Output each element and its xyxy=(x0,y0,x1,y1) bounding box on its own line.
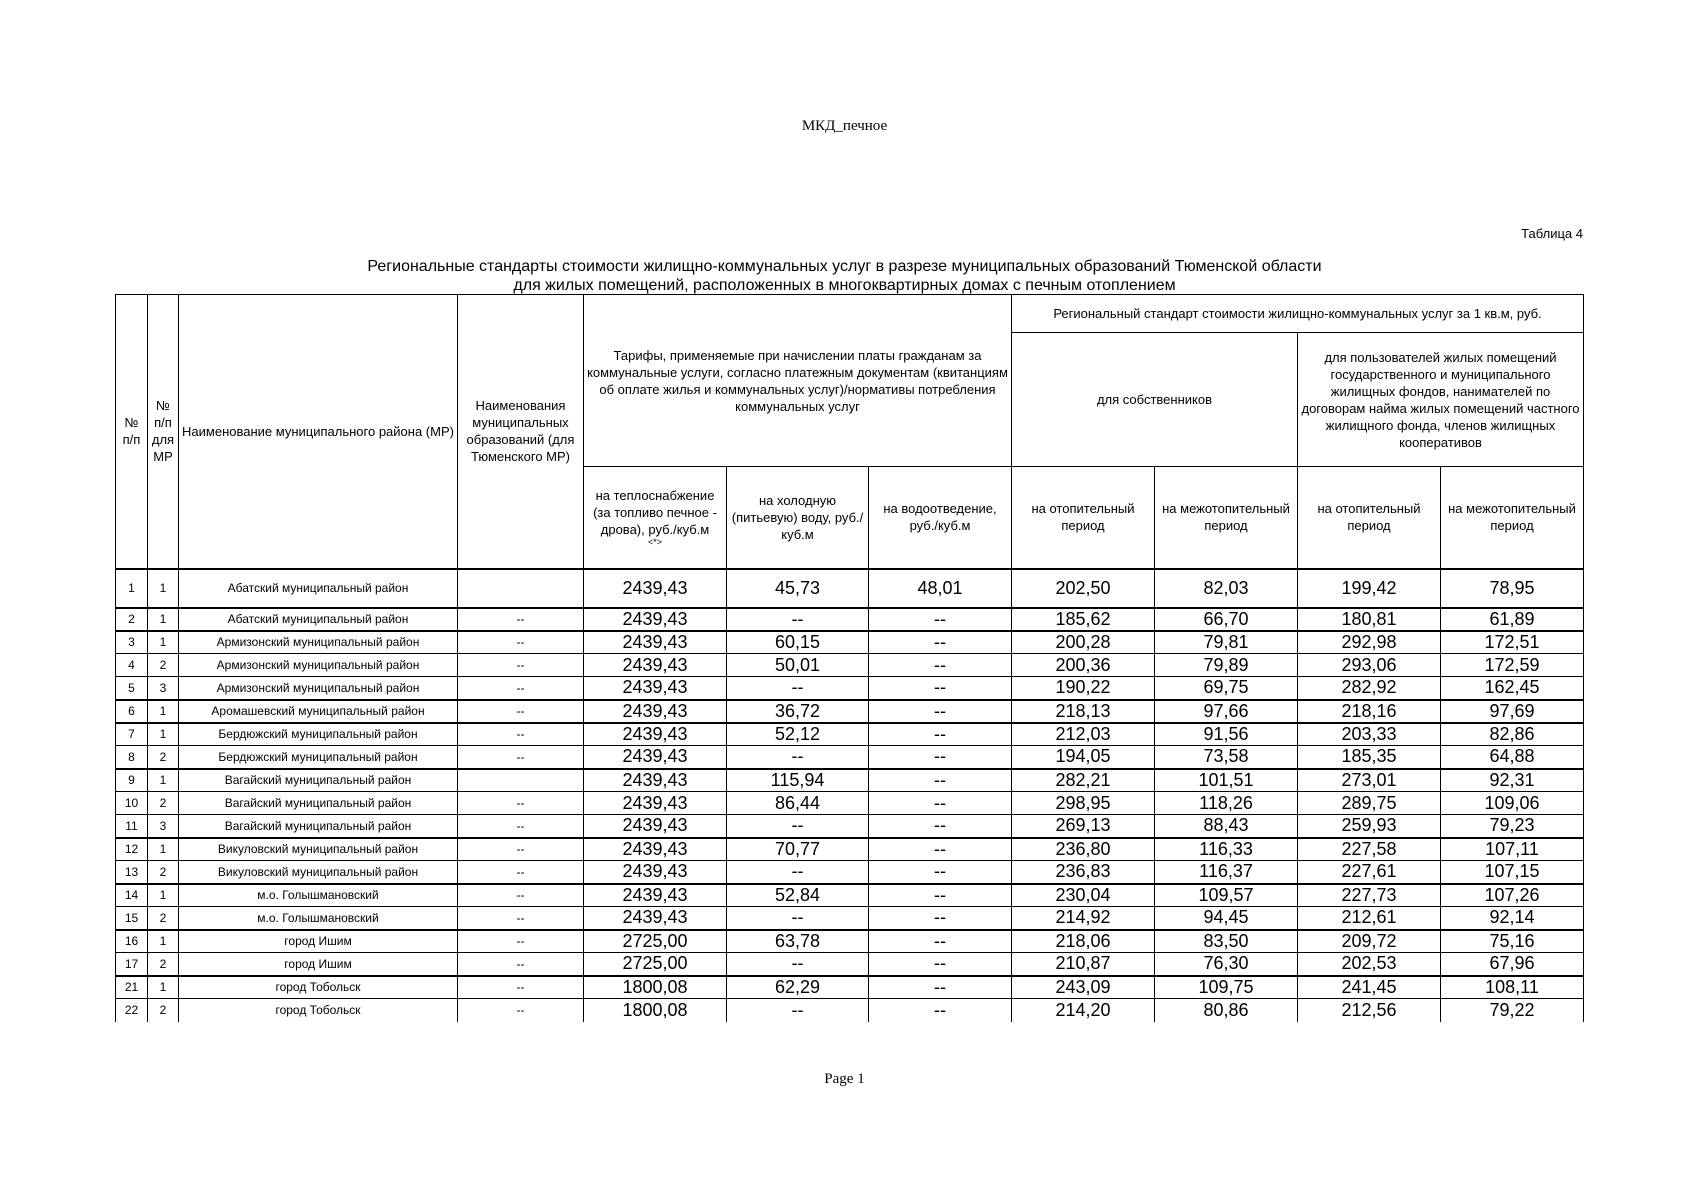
cell-cold-water: -- xyxy=(727,861,869,884)
cell-owners-heating: 214,20 xyxy=(1012,999,1155,1022)
cell-cold-water: 86,44 xyxy=(727,792,869,815)
cell-tenants-interheating: 97,69 xyxy=(1441,700,1584,723)
cell-num: 9 xyxy=(116,769,148,792)
cell-cold-water: -- xyxy=(727,953,869,976)
cell-num: 8 xyxy=(116,746,148,769)
cell-sewage: -- xyxy=(869,930,1012,953)
cell-num: 12 xyxy=(116,838,148,861)
cell-owners-interheating: 83,50 xyxy=(1155,930,1298,953)
cell-tenants-interheating: 107,15 xyxy=(1441,861,1584,884)
cell-mr-name: Армизонский муниципальный район xyxy=(179,654,458,677)
cell-owners-heating: 210,87 xyxy=(1012,953,1155,976)
cell-owners-interheating: 79,81 xyxy=(1155,631,1298,654)
cell-tenants-interheating: 107,26 xyxy=(1441,884,1584,907)
document-title xyxy=(0,257,1689,295)
col-owners-interheating: на межотопительный период xyxy=(1155,467,1298,569)
table-body xyxy=(116,569,1584,1022)
col-num: № п/п xyxy=(116,295,148,569)
cell-heat: 2439,43 xyxy=(584,631,727,654)
cell-sewage: -- xyxy=(869,608,1012,631)
cell-tenants-interheating: 61,89 xyxy=(1441,608,1584,631)
cell-owners-interheating: 116,37 xyxy=(1155,861,1298,884)
cell-owners-interheating: 76,30 xyxy=(1155,953,1298,976)
cell-owners-interheating: 116,33 xyxy=(1155,838,1298,861)
cell-tenants-heating: 218,16 xyxy=(1298,700,1441,723)
cell-owners-interheating: 91,56 xyxy=(1155,723,1298,746)
cell-tenants-heating: 209,72 xyxy=(1298,930,1441,953)
cell-mo-name: -- xyxy=(458,907,584,930)
cell-cold-water: 50,01 xyxy=(727,654,869,677)
cell-heat: 2439,43 xyxy=(584,884,727,907)
cell-num: 4 xyxy=(116,654,148,677)
col-tenants-heating: на отопительный период xyxy=(1298,467,1441,569)
col-sewage: на водоотведение, руб./куб.м xyxy=(869,467,1012,569)
cell-mr-name: Викуловский муниципальный район xyxy=(179,861,458,884)
cell-num: 3 xyxy=(116,631,148,654)
cell-sewage: -- xyxy=(869,953,1012,976)
cell-heat: 2439,43 xyxy=(584,861,727,884)
cell-mr-name: Вагайский муниципальный район xyxy=(179,815,458,838)
cell-mr-name: м.о. Голышмановский xyxy=(179,907,458,930)
cell-mr-name: Аромашевский муниципальный район xyxy=(179,700,458,723)
cell-owners-heating: 230,04 xyxy=(1012,884,1155,907)
cell-mo-name: -- xyxy=(458,861,584,884)
col-tenants: для пользователей жилых помещений государственного и муниципального жилищных фондов, нанимателей по договорам найма жилых помещений частного жилищного фонда, членов жилищных кооперативов xyxy=(1298,333,1584,467)
cell-heat: 2439,43 xyxy=(584,654,727,677)
table-row xyxy=(116,769,1584,792)
cell-heat: 1800,08 xyxy=(584,976,727,999)
cell-owners-heating: 236,83 xyxy=(1012,861,1155,884)
table-row xyxy=(116,723,1584,746)
cell-tenants-interheating: 64,88 xyxy=(1441,746,1584,769)
cell-tenants-heating: 180,81 xyxy=(1298,608,1441,631)
cell-heat: 2439,43 xyxy=(584,769,727,792)
cell-owners-heating: 269,13 xyxy=(1012,815,1155,838)
cell-num-mr: 1 xyxy=(148,631,179,654)
col-num-mr: № п/п для МР xyxy=(148,295,179,569)
cell-num-mr: 1 xyxy=(148,569,179,608)
cell-tenants-heating: 203,33 xyxy=(1298,723,1441,746)
cell-num-mr: 1 xyxy=(148,723,179,746)
cell-mr-name: город Тобольск xyxy=(179,976,458,999)
cell-mo-name: -- xyxy=(458,608,584,631)
cell-heat: 2439,43 xyxy=(584,907,727,930)
cell-num-mr: 2 xyxy=(148,999,179,1022)
cell-num: 13 xyxy=(116,861,148,884)
cell-sewage: -- xyxy=(869,631,1012,654)
cell-cold-water: 70,77 xyxy=(727,838,869,861)
cell-owners-heating: 200,36 xyxy=(1012,654,1155,677)
table-label: Таблица 4 xyxy=(1521,226,1583,241)
cell-owners-interheating: 80,86 xyxy=(1155,999,1298,1022)
table-row xyxy=(116,815,1584,838)
cell-tenants-interheating: 79,22 xyxy=(1441,999,1584,1022)
cell-heat: 2439,43 xyxy=(584,746,727,769)
cell-num: 17 xyxy=(116,953,148,976)
cell-owners-interheating: 118,26 xyxy=(1155,792,1298,815)
cell-owners-heating: 200,28 xyxy=(1012,631,1155,654)
cell-mr-name: Бердюжский муниципальный район xyxy=(179,746,458,769)
cell-sewage: -- xyxy=(869,861,1012,884)
cell-tenants-heating: 273,01 xyxy=(1298,769,1441,792)
cell-mo-name: -- xyxy=(458,677,584,700)
cell-owners-heating: 218,06 xyxy=(1012,930,1155,953)
table-row xyxy=(116,608,1584,631)
cell-tenants-heating: 202,53 xyxy=(1298,953,1441,976)
cell-owners-heating: 218,13 xyxy=(1012,700,1155,723)
cell-tenants-heating: 282,92 xyxy=(1298,677,1441,700)
cell-heat: 2439,43 xyxy=(584,792,727,815)
cell-tenants-heating: 185,35 xyxy=(1298,746,1441,769)
cell-heat: 2439,43 xyxy=(584,723,727,746)
cell-mr-name: город Тобольск xyxy=(179,999,458,1022)
cell-heat: 2725,00 xyxy=(584,953,727,976)
cell-mo-name: -- xyxy=(458,884,584,907)
cell-owners-heating: 282,21 xyxy=(1012,769,1155,792)
cell-owners-heating: 243,09 xyxy=(1012,976,1155,999)
cell-sewage: -- xyxy=(869,838,1012,861)
cell-num-mr: 1 xyxy=(148,838,179,861)
cell-num-mr: 3 xyxy=(148,815,179,838)
cell-mo-name: -- xyxy=(458,976,584,999)
cell-sewage: 48,01 xyxy=(869,569,1012,608)
cell-mo-name: -- xyxy=(458,815,584,838)
cell-num: 7 xyxy=(116,723,148,746)
cell-tenants-heating: 227,61 xyxy=(1298,861,1441,884)
cell-heat: 2439,43 xyxy=(584,700,727,723)
cell-num-mr: 2 xyxy=(148,953,179,976)
cell-owners-interheating: 101,51 xyxy=(1155,769,1298,792)
cell-mr-name: м.о. Голышмановский xyxy=(179,884,458,907)
cell-mr-name: Бердюжский муниципальный район xyxy=(179,723,458,746)
cell-num-mr: 2 xyxy=(148,654,179,677)
cell-num-mr: 1 xyxy=(148,930,179,953)
cell-owners-interheating: 66,70 xyxy=(1155,608,1298,631)
cell-heat: 1800,08 xyxy=(584,999,727,1022)
cell-owners-interheating: 79,89 xyxy=(1155,654,1298,677)
cell-mo-name: -- xyxy=(458,930,584,953)
col-owners-heating: на отопительный период xyxy=(1012,467,1155,569)
cell-owners-interheating: 109,57 xyxy=(1155,884,1298,907)
cell-tenants-heating: 227,73 xyxy=(1298,884,1441,907)
cell-cold-water: -- xyxy=(727,815,869,838)
cell-num-mr: 3 xyxy=(148,677,179,700)
cell-mr-name: Армизонский муниципальный район xyxy=(179,677,458,700)
cell-tenants-interheating: 108,11 xyxy=(1441,976,1584,999)
cell-mr-name: город Ишим xyxy=(179,930,458,953)
table-row xyxy=(116,654,1584,677)
cell-sewage: -- xyxy=(869,769,1012,792)
cell-owners-heating: 212,03 xyxy=(1012,723,1155,746)
cell-sewage: -- xyxy=(869,746,1012,769)
cell-tenants-heating: 227,58 xyxy=(1298,838,1441,861)
cell-sewage: -- xyxy=(869,884,1012,907)
col-standard-group: Региональный стандарт стоимости жилищно-коммунальных услуг за 1 кв.м, руб. xyxy=(1012,295,1584,333)
cell-mr-name: Викуловский муниципальный район xyxy=(179,838,458,861)
title-line-1: Региональные стандарты стоимости жилищно-коммунальных услуг в разрезе муниципальных образований Тюменской области xyxy=(367,258,1322,275)
cell-cold-water: 60,15 xyxy=(727,631,869,654)
col-heat-note: <*> xyxy=(647,537,662,548)
cell-cold-water: 115,94 xyxy=(727,769,869,792)
cell-sewage: -- xyxy=(869,792,1012,815)
cell-num: 5 xyxy=(116,677,148,700)
table-row xyxy=(116,700,1584,723)
cell-owners-heating: 298,95 xyxy=(1012,792,1155,815)
cell-owners-interheating: 82,03 xyxy=(1155,569,1298,608)
col-heat xyxy=(584,467,727,569)
cell-tenants-heating: 289,75 xyxy=(1298,792,1441,815)
cell-mo-name: -- xyxy=(458,746,584,769)
cell-tenants-interheating: 82,86 xyxy=(1441,723,1584,746)
cell-cold-water: -- xyxy=(727,608,869,631)
cell-tenants-interheating: 92,31 xyxy=(1441,769,1584,792)
col-cold-water: на холодную (питьевую) воду, руб./куб.м xyxy=(727,467,869,569)
cell-cold-water: 52,84 xyxy=(727,884,869,907)
cell-heat: 2725,00 xyxy=(584,930,727,953)
cell-owners-interheating: 69,75 xyxy=(1155,677,1298,700)
cell-owners-interheating: 109,75 xyxy=(1155,976,1298,999)
cell-cold-water: 36,72 xyxy=(727,700,869,723)
cell-owners-heating: 194,05 xyxy=(1012,746,1155,769)
tariffs-table xyxy=(115,294,1584,1022)
cell-tenants-heating: 212,61 xyxy=(1298,907,1441,930)
table-row xyxy=(116,907,1584,930)
cell-mo-name: -- xyxy=(458,700,584,723)
cell-mo-name: -- xyxy=(458,838,584,861)
cell-mo-name: -- xyxy=(458,654,584,677)
cell-num: 14 xyxy=(116,884,148,907)
cell-mr-name: город Ишим xyxy=(179,953,458,976)
cell-tenants-heating: 199,42 xyxy=(1298,569,1441,608)
cell-cold-water: 62,29 xyxy=(727,976,869,999)
cell-tenants-interheating: 162,45 xyxy=(1441,677,1584,700)
table-row xyxy=(116,976,1584,999)
cell-mr-name: Вагайский муниципальный район xyxy=(179,769,458,792)
cell-mo-name: -- xyxy=(458,953,584,976)
cell-tenants-interheating: 92,14 xyxy=(1441,907,1584,930)
cell-num: 2 xyxy=(116,608,148,631)
cell-owners-heating: 190,22 xyxy=(1012,677,1155,700)
table-row xyxy=(116,838,1584,861)
cell-sewage: -- xyxy=(869,907,1012,930)
cell-sewage: -- xyxy=(869,976,1012,999)
cell-cold-water: 52,12 xyxy=(727,723,869,746)
cell-num: 21 xyxy=(116,976,148,999)
table-row xyxy=(116,884,1584,907)
cell-num-mr: 1 xyxy=(148,976,179,999)
col-heat-label: на теплоснабжение (за топливо печное - дрова), руб./куб.м xyxy=(593,488,717,538)
cell-tenants-interheating: 79,23 xyxy=(1441,815,1584,838)
cell-tenants-interheating: 172,51 xyxy=(1441,631,1584,654)
cell-tenants-interheating: 75,16 xyxy=(1441,930,1584,953)
cell-tenants-heating: 212,56 xyxy=(1298,999,1441,1022)
cell-num: 15 xyxy=(116,907,148,930)
cell-cold-water: 45,73 xyxy=(727,569,869,608)
col-mr-name: Наименование муниципального района (МР) xyxy=(179,295,458,569)
cell-heat: 2439,43 xyxy=(584,569,727,608)
table-row xyxy=(116,861,1584,884)
cell-num-mr: 2 xyxy=(148,861,179,884)
cell-num: 16 xyxy=(116,930,148,953)
cell-tenants-interheating: 109,06 xyxy=(1441,792,1584,815)
cell-heat: 2439,43 xyxy=(584,608,727,631)
cell-sewage: -- xyxy=(869,723,1012,746)
cell-owners-heating: 185,62 xyxy=(1012,608,1155,631)
cell-owners-interheating: 97,66 xyxy=(1155,700,1298,723)
cell-mo-name: -- xyxy=(458,792,584,815)
cell-num-mr: 2 xyxy=(148,746,179,769)
cell-tenants-interheating: 78,95 xyxy=(1441,569,1584,608)
table-header xyxy=(116,295,1584,569)
cell-num: 6 xyxy=(116,700,148,723)
cell-mo-name xyxy=(458,569,584,608)
title-line-2: для жилых помещений, расположенных в многоквартирных домах с печным отоплением xyxy=(513,277,1176,294)
cell-cold-water: -- xyxy=(727,746,869,769)
cell-mo-name xyxy=(458,769,584,792)
table-row xyxy=(116,999,1584,1022)
col-owners: для собственников xyxy=(1012,333,1298,467)
cell-mo-name: -- xyxy=(458,631,584,654)
cell-tenants-interheating: 67,96 xyxy=(1441,953,1584,976)
cell-num-mr: 2 xyxy=(148,907,179,930)
cell-mo-name: -- xyxy=(458,999,584,1022)
page-header: МКД_печное xyxy=(801,118,888,134)
cell-sewage: -- xyxy=(869,999,1012,1022)
cell-mr-name: Армизонский муниципальный район xyxy=(179,631,458,654)
cell-cold-water: 63,78 xyxy=(727,930,869,953)
cell-num-mr: 1 xyxy=(148,769,179,792)
cell-owners-heating: 214,92 xyxy=(1012,907,1155,930)
cell-owners-interheating: 88,43 xyxy=(1155,815,1298,838)
page-number: Page 1 xyxy=(824,1071,865,1087)
table-row xyxy=(116,677,1584,700)
table-row xyxy=(116,746,1584,769)
table-row xyxy=(116,930,1584,953)
cell-num-mr: 1 xyxy=(148,608,179,631)
cell-mr-name: Абатский муниципальный район xyxy=(179,608,458,631)
cell-mr-name: Вагайский муниципальный район xyxy=(179,792,458,815)
cell-mr-name: Абатский муниципальный район xyxy=(179,569,458,608)
cell-tenants-interheating: 107,11 xyxy=(1441,838,1584,861)
cell-mo-name: -- xyxy=(458,723,584,746)
cell-heat: 2439,43 xyxy=(584,677,727,700)
cell-heat: 2439,43 xyxy=(584,838,727,861)
cell-num-mr: 2 xyxy=(148,792,179,815)
table-row xyxy=(116,631,1584,654)
cell-tenants-interheating: 172,59 xyxy=(1441,654,1584,677)
col-tenants-interheating: на межотопительный период xyxy=(1441,467,1584,569)
cell-num: 10 xyxy=(116,792,148,815)
cell-sewage: -- xyxy=(869,815,1012,838)
table-row xyxy=(116,569,1584,608)
cell-heat: 2439,43 xyxy=(584,815,727,838)
cell-num: 11 xyxy=(116,815,148,838)
cell-owners-heating: 236,80 xyxy=(1012,838,1155,861)
cell-num: 1 xyxy=(116,569,148,608)
cell-sewage: -- xyxy=(869,677,1012,700)
cell-tenants-heating: 259,93 xyxy=(1298,815,1441,838)
cell-cold-water: -- xyxy=(727,999,869,1022)
cell-num-mr: 1 xyxy=(148,700,179,723)
cell-sewage: -- xyxy=(869,654,1012,677)
cell-cold-water: -- xyxy=(727,677,869,700)
table-row xyxy=(116,792,1584,815)
cell-tenants-heating: 293,06 xyxy=(1298,654,1441,677)
cell-owners-interheating: 94,45 xyxy=(1155,907,1298,930)
cell-cold-water: -- xyxy=(727,907,869,930)
cell-tenants-heating: 241,45 xyxy=(1298,976,1441,999)
cell-sewage: -- xyxy=(869,700,1012,723)
cell-num: 22 xyxy=(116,999,148,1022)
table-row xyxy=(116,953,1584,976)
col-mo-name: Наименования муниципальных образований (для Тюменского МР) xyxy=(458,295,584,569)
cell-owners-interheating: 73,58 xyxy=(1155,746,1298,769)
cell-tenants-heating: 292,98 xyxy=(1298,631,1441,654)
cell-owners-heating: 202,50 xyxy=(1012,569,1155,608)
cell-num-mr: 1 xyxy=(148,884,179,907)
col-tariffs-group: Тарифы, применяемые при начислении платы гражданам за коммунальные услуги, согласно платежным документам (квитанциям об оплате жилья и коммунальных услуг)/нормативы потребления коммунальных услуг xyxy=(584,295,1012,467)
